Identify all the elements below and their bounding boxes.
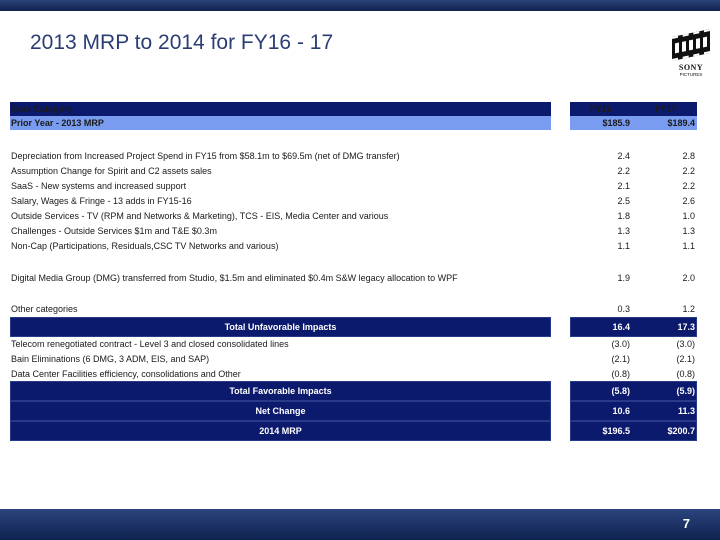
row-label: Depreciation from Increased Project Spend in FY15 from $58.1m to $69.5m (net of DMG transfer)	[11, 151, 400, 161]
row-fy16: 2.1	[617, 181, 630, 191]
row-fy16: 1.9	[617, 273, 630, 283]
row-fy16: 2.4	[617, 151, 630, 161]
row-fy16: 2.5	[617, 196, 630, 206]
row-fy17: 2.2	[682, 166, 695, 176]
row-label: Digital Media Group (DMG) transferred from Studio, $1.5m and eliminated $0.4m S&W legacy allocation to WPF	[11, 273, 458, 283]
total-unfavorable-fy16: 16.4	[612, 322, 630, 332]
row-label: SaaS - New systems and increased support	[11, 181, 187, 191]
row-label: Bain Eliminations (6 DMG, 3 ADM, EIS, and SAP)	[11, 354, 210, 364]
header-category: Cost Category	[11, 104, 73, 114]
prior-year-fy17: $189.4	[667, 118, 695, 128]
page-number: 7	[682, 516, 690, 531]
row-fy17: (3.0)	[676, 339, 695, 349]
row-fy17: 1.2	[682, 304, 695, 314]
total-favorable-label: Total Favorable Impacts	[229, 386, 332, 396]
row-fy17: 1.1	[682, 241, 695, 251]
row-fy17: (2.1)	[676, 354, 695, 364]
header-band	[10, 102, 551, 116]
row-label: Data Center Facilities efficiency, consolidations and Other	[11, 369, 241, 379]
row-fy16: 1.1	[617, 241, 630, 251]
total-unfavorable-fy17: 17.3	[677, 322, 695, 332]
net-change-label: Net Change	[255, 406, 306, 416]
prior-year-label: Prior Year - 2013 MRP	[11, 118, 104, 128]
row-fy17: 2.6	[682, 196, 695, 206]
row-fy16: (3.0)	[611, 339, 630, 349]
row-label: Telecom renegotiated contract - Level 3 and closed consolidated lines	[11, 339, 289, 349]
row-fy17: 2.8	[682, 151, 695, 161]
mrp-2014-fy16: $196.5	[602, 426, 630, 436]
row-fy17: 1.3	[682, 226, 695, 236]
total-favorable-fy17: (5.9)	[676, 386, 695, 396]
total-favorable-fy16: (5.8)	[611, 386, 630, 396]
row-fy17: 2.0	[682, 273, 695, 283]
row-fy16: (2.1)	[611, 354, 630, 364]
net-change-fy16: 10.6	[612, 406, 630, 416]
total-unfavorable-label: Total Unfavorable Impacts	[224, 322, 337, 332]
logo-text: SONY	[678, 63, 704, 72]
row-label: Challenges - Outside Services $1m and T&E $0.3m	[11, 226, 217, 236]
prior-year-fy16: $185.9	[602, 118, 630, 128]
row-fy16: (0.8)	[611, 369, 630, 379]
net-change-fy17: 11.3	[677, 406, 695, 416]
row-fy17: 1.0	[682, 211, 695, 221]
row-label: Non-Cap (Participations, Residuals,CSC TV Networks and various)	[11, 241, 279, 251]
row-fy16: 1.8	[617, 211, 630, 221]
row-fy17: 2.2	[682, 181, 695, 191]
row-label: Outside Services - TV (RPM and Networks & Marketing), TCS - EIS, Media Center and various	[11, 211, 389, 221]
row-fy16: 0.3	[617, 304, 630, 314]
row-label: Salary, Wages & Fringe - 13 adds in FY15-16	[11, 196, 192, 206]
row-fy16: 1.3	[617, 226, 630, 236]
row-label: Other categories	[11, 304, 78, 314]
logo-subtext: PICTURES	[679, 72, 703, 77]
header-fy17: FY17	[655, 104, 677, 114]
header-fy16: FY16	[590, 104, 612, 114]
film-strip-icon	[672, 29, 710, 61]
mrp-2014-label: 2014 MRP	[259, 426, 302, 436]
top-bar	[0, 0, 720, 11]
mrp-2014-fy17: $200.7	[667, 426, 695, 436]
row-fy17: (0.8)	[676, 369, 695, 379]
sony-pictures-logo	[671, 30, 711, 80]
slide-title: 2013 MRP to 2014 for FY16 - 17	[30, 31, 334, 54]
row-label: Assumption Change for Spirit and C2 assets sales	[11, 166, 212, 176]
bottom-bar	[0, 509, 720, 540]
row-fy16: 2.2	[617, 166, 630, 176]
